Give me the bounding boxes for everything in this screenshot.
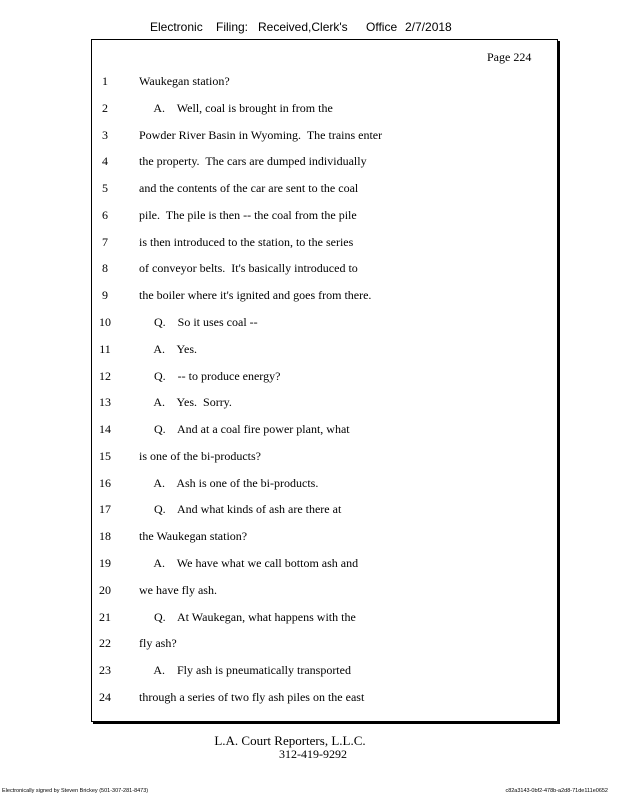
line-number: 16 <box>99 475 111 490</box>
line-number: 15 <box>99 448 111 463</box>
line-text: we have fly ash. <box>139 582 217 597</box>
header-electronic: Electronic <box>150 20 203 34</box>
line-number: 12 <box>99 368 111 383</box>
transcript-line <box>0 260 600 276</box>
transcript-line <box>0 635 600 651</box>
line-text: A. Ash is one of the bi-products. <box>139 475 319 490</box>
line-text: of conveyor belts. It's basically introduced to <box>139 261 358 276</box>
line-number: 10 <box>99 315 111 330</box>
transcript-line <box>0 394 600 410</box>
line-number: 6 <box>102 207 108 222</box>
line-text: through a series of two fly ash piles on the east <box>139 689 365 704</box>
transcript-line <box>0 234 600 250</box>
line-number: 17 <box>99 502 111 517</box>
header-office: Office <box>366 20 398 34</box>
transcript-line <box>0 501 600 517</box>
header-date: 2/7/2018 <box>405 20 452 34</box>
transcript-line <box>0 448 600 464</box>
line-text: Q. And what kinds of ash are there at <box>139 502 342 517</box>
transcript-line <box>0 73 600 89</box>
line-number: 13 <box>99 395 111 410</box>
line-number: 9 <box>102 288 108 303</box>
line-text: Q. At Waukegan, what happens with the <box>139 609 356 624</box>
line-text: is then introduced to the station, to the series <box>139 234 354 249</box>
line-text: Q. So it uses coal -- <box>139 315 258 330</box>
line-text: A. Fly ash is pneumatically transported <box>139 663 351 678</box>
line-number: 22 <box>99 636 111 651</box>
line-number: 2 <box>102 100 108 115</box>
line-text: Q. And at a coal fire power plant, what <box>139 422 350 437</box>
line-number: 3 <box>102 127 108 142</box>
line-text: the Waukegan station? <box>139 529 248 544</box>
transcript-line <box>0 153 600 169</box>
line-number: 5 <box>102 181 108 196</box>
line-text: A. Yes. Sorry. <box>139 395 232 410</box>
line-number: 11 <box>99 341 111 356</box>
transcript-line <box>0 127 600 143</box>
line-text: fly ash? <box>139 636 177 651</box>
line-number: 19 <box>99 556 111 571</box>
transcript-line <box>0 368 600 384</box>
line-text: pile. The pile is then -- the coal from the pile <box>139 207 357 222</box>
transcript-line <box>0 582 600 598</box>
transcript-line <box>0 555 600 571</box>
line-number: 7 <box>102 234 108 249</box>
line-number: 24 <box>99 689 111 704</box>
line-number: 14 <box>99 422 111 437</box>
line-number: 8 <box>102 261 108 276</box>
line-text: is one of the bi-products? <box>139 448 261 463</box>
transcript-line <box>0 421 600 437</box>
line-text: A. Yes. <box>139 341 198 356</box>
court-reporter-name: L.A. Court Reporters, L.L.C. <box>214 733 366 748</box>
line-text: A. We have what we call bottom ash and <box>139 556 359 571</box>
transcript-line <box>0 287 600 303</box>
line-number: 4 <box>102 154 108 169</box>
transcript-line <box>0 689 600 705</box>
line-text: A. Well, coal is brought in from the <box>139 100 333 115</box>
transcript-line <box>0 180 600 196</box>
line-text: the boiler where it's ignited and goes from there. <box>139 288 372 303</box>
line-text: Q. -- to produce energy? <box>139 368 281 383</box>
court-reporter-phone: 312-419-9292 <box>279 747 347 761</box>
transcript-line <box>0 609 600 625</box>
line-text: Waukegan station? <box>139 74 230 88</box>
transcript-line <box>0 314 600 330</box>
line-text: Powder River Basin in Wyoming. The trains enter <box>139 127 383 142</box>
line-text: the property. The cars are dumped individually <box>139 154 367 169</box>
document-hash: c82a3143-0bf2-478b-a2d8-71de111e0652 <box>505 788 608 794</box>
transcript-line <box>0 475 600 491</box>
transcript-line <box>0 341 600 357</box>
line-text: and the contents of the car are sent to the coal <box>139 181 359 196</box>
line-number: 23 <box>99 663 111 678</box>
transcript-line <box>0 207 600 223</box>
line-number: 20 <box>99 582 111 597</box>
electronic-signature: Electronically signed by Steven Brickey (501-307-281-8473) <box>2 788 149 794</box>
page-number: Page 224 <box>487 50 532 64</box>
header-received: Received,Clerk's <box>258 20 348 34</box>
transcript-line <box>0 528 600 544</box>
filing-header <box>0 20 618 36</box>
header-filing: Filing: <box>216 20 249 34</box>
transcript-line <box>0 100 600 116</box>
line-number: 18 <box>99 529 111 544</box>
line-number: 21 <box>99 609 111 624</box>
line-number: 1 <box>102 74 108 88</box>
transcript-line <box>0 662 600 678</box>
